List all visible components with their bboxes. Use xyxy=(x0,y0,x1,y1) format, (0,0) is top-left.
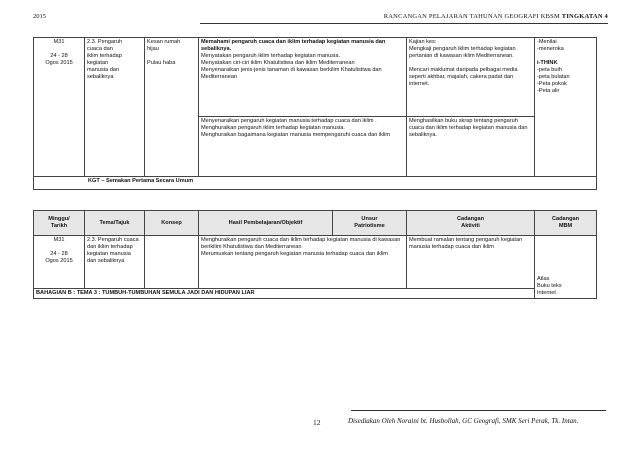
section-row: BAHAGIAN B : TEMA 3 : TUMBUH-TUMBUHAN SEMULA JADI DAN HIDUPAN LIAR xyxy=(34,289,535,299)
header-title-text: RANCANGAN PELAJARAN TAHUNAN GEOGRAFI KBSM xyxy=(383,13,562,20)
mbm-cell: -Menilai -meneroka i-THINK -peta buih -peta bulatan -Peta pokok -Peta alir xyxy=(535,38,597,177)
outcome-cell-b: Menyenaraikan pengaruh kegiatan manusia terhadap cuaca dan iklim . Menghuraikan pengaruh iklim terhadap kegiatan manusia. Menghuraikan bagaimana kegiatan manusia mempengaruhi cuaca dan iklim xyxy=(199,117,407,177)
header-year: 2015 xyxy=(33,13,46,20)
activity-cell-2: Membuat ramalan tentang pengaruh kegiatan manusia terhadap cuaca dan iklim xyxy=(407,236,535,289)
week-cell: M31 24 - 28 Ogos 2015 xyxy=(34,38,85,177)
kgt-text: KGT – Semakan Pertama Secara Umum xyxy=(88,178,194,184)
col-header-activity: Cadangan Aktiviti xyxy=(407,211,535,236)
lesson-plan-table-1 xyxy=(33,37,597,190)
header-title xyxy=(384,13,608,20)
outcome-a-text: Menyatakan pengaruh iklim terhadap kegiatan manusia. Menyatakan ciri-ciri iklim Khatulistiwa dan iklim Mediterranean Menyenaraikan jenis-jenis tanaman di kawasan berkilim Khatulistiwa dan Mediterranean xyxy=(201,53,382,80)
topic-cell: 2.3. Pengaruh cuaca dan iklim terhadap kegiatan manusia dan sebaliknya xyxy=(85,38,145,177)
header-rule xyxy=(200,23,608,24)
concept-cell-2 xyxy=(145,236,199,289)
concept-cell: Kesan rumah hijau Pulau haba xyxy=(145,38,199,177)
col-header-topic: Tema/Tajuk xyxy=(85,211,145,236)
week-cell-2: M31 24 - 28 Ogos 2015 xyxy=(34,236,85,289)
col-header-mbm: Cadangan MBM xyxy=(535,211,597,236)
col-header-week: Minggu/ Tarikh xyxy=(34,211,85,236)
outcome-cell-a xyxy=(199,38,407,117)
lesson-plan-table-2 xyxy=(33,210,597,299)
outcome-a-heading: Memahami pengaruh cuaca dan iklim terhadap kegiatan manusia dan sebaliknya. xyxy=(201,39,386,52)
col-header-patriotism: Unsur Patriotisme xyxy=(333,211,407,236)
topic-cell-2: 2.3. Pengaruh cuaca dan iklim terhadap kegiatan manusia dan sebaliknya xyxy=(85,236,145,289)
activity-cell-b: Menghasilkan buku skrap tentang pengaruh cuaca dan iklim terhadap kegiatan manusia dan sebaliknya. xyxy=(407,117,535,177)
footer-credit: Disediakan Oleh Noraini bt. Husbollah, GC Geografi, SMK Seri Perak, Tk. Intan. xyxy=(348,417,579,425)
mbm-cell-2: Atlas Buku teks Internet xyxy=(535,236,597,299)
header-title-bold: TINGKATAN 4 xyxy=(561,13,608,20)
page-number: 12 xyxy=(313,418,321,427)
kgt-row xyxy=(34,177,597,190)
footer-rule xyxy=(351,410,606,411)
col-header-concept: Konsep xyxy=(145,211,199,236)
mbm-ithink-label: i-THINK xyxy=(537,60,558,66)
col-header-outcome: Hasil Pembelajaran/Objektif xyxy=(199,211,333,236)
activity-cell-a: Kajian kes: Mengkaji pengaruh iklim terhadap kegiatan pertanian di kawasan iklim Mediterranean. Mencari maklumat daripada pelbagai media seperti akhbar, majalah, cakera padat dan internet. xyxy=(407,38,535,117)
outcome-cell-2: Menghuraikan pengaruh cuaca dan iklim terhadap kegiatan manusia di kawasan berikilim Khatulistiwa dan Mediterranean Merumuskan tentang pengaruh kegiatan manusia terhadap cuaca dan iklim xyxy=(199,236,407,289)
